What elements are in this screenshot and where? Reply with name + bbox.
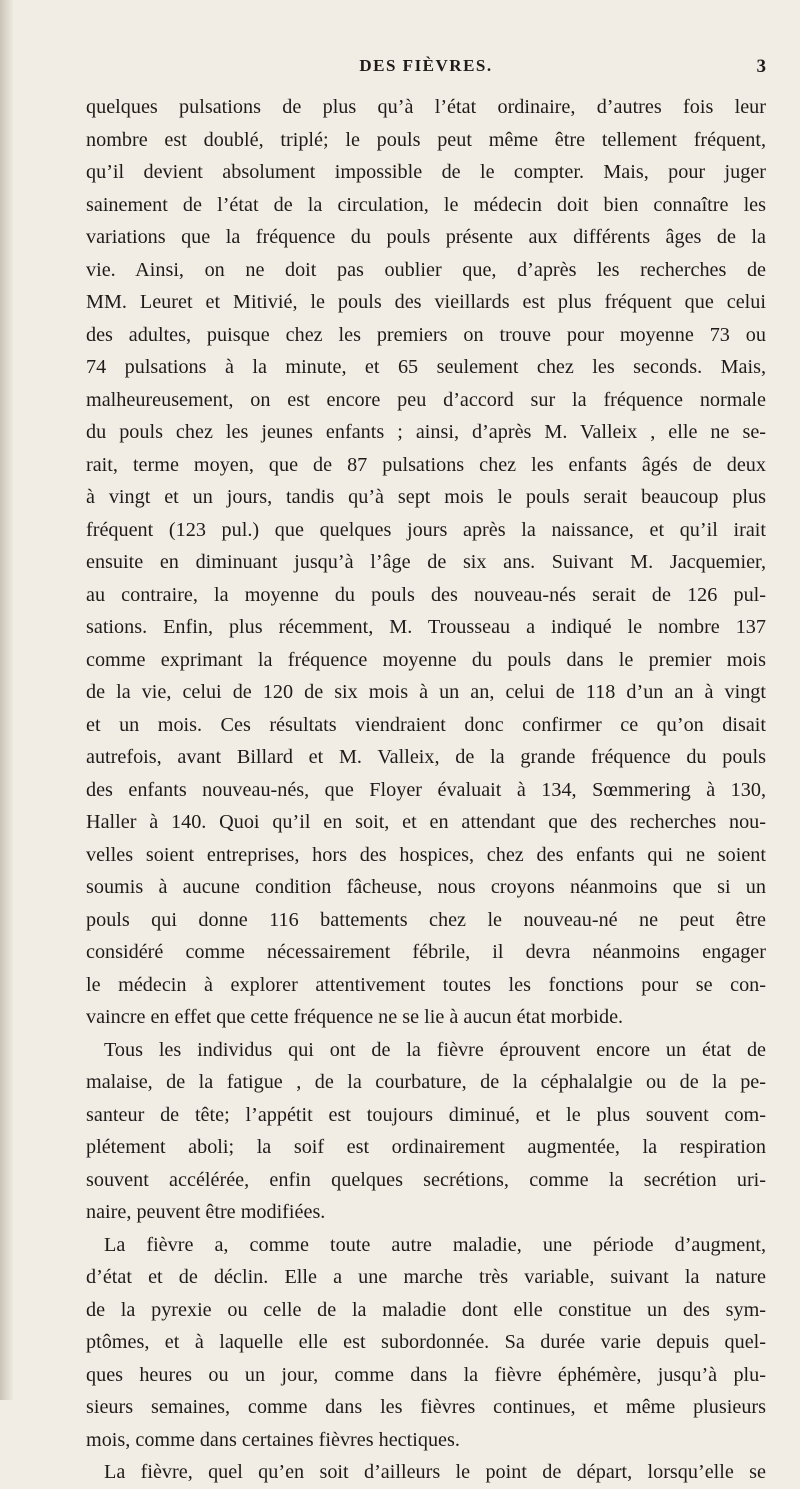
text-line: de la pyrexie ou celle de la maladie dont elle constitue un des sym- <box>86 1298 766 1321</box>
text-line: Haller à 140. Quoi qu’il en soit, et en attendant que des recherches nou- <box>86 811 766 833</box>
text-line: malaise, de la fatigue , de la courbature, de la céphalalgie ou de la pe- <box>86 1071 766 1093</box>
text-line: sainement de l’état de la circulation, le médecin doit bien connaître les <box>86 193 766 216</box>
text-line: naire, peuvent être modifiées. <box>86 1201 326 1223</box>
text-line: d’état et de déclin. Elle a une marche très variable, suivant la nature <box>86 1266 766 1288</box>
running-title: DES FIÈVRES. <box>359 56 493 75</box>
text-line: souvent accélérée, enfin quelques secrétions, comme la secrétion uri- <box>86 1168 766 1191</box>
text-line: autrefois, avant Billard et M. Valleix, de la grande fréquence du pouls <box>86 746 766 768</box>
text-line: le médecin à explorer attentivement toutes les fonctions pour se con- <box>86 973 766 996</box>
text-line: santeur de tête; l’appétit est toujours diminué, et le plus souvent com- <box>86 1103 766 1126</box>
running-head <box>86 56 766 82</box>
text-line: des enfants nouveau-nés, que Floyer évaluait à 134, Sœmmering à 130, <box>86 778 766 801</box>
text-line: de la vie, celui de 120 de six mois à un an, celui de 118 d’un an à vingt <box>86 681 766 703</box>
text-line: vaincre en effet que cette fréquence ne se lie à aucun état morbide. <box>86 1006 624 1028</box>
text-line: ques heures ou un jour, comme dans la fièvre éphémère, jusqu’à plu- <box>86 1363 766 1386</box>
text-line: malheureusement, on est encore peu d’accord sur la fréquence normale <box>86 388 766 411</box>
text-line: ptômes, et à laquelle elle est subordonnée. Sa durée varie depuis quel- <box>86 1331 766 1353</box>
text-line: ensuite en diminuant jusqu’à l’âge de six ans. Suivant M. Jacquemier, <box>86 551 766 573</box>
text-line: vie. Ainsi, on ne doit pas oublier que, d’après les recherches de <box>86 258 766 281</box>
paragraph-start-line: Tous les individus qui ont de la fièvre éprouvent encore un état de <box>104 1038 766 1061</box>
paragraph-start-line: La fièvre a, comme toute autre maladie, une période d’augment, <box>104 1233 766 1256</box>
text-line: mois, comme dans certaines fièvres hectiques. <box>86 1428 460 1451</box>
text-line: sations. Enfin, plus récemment, M. Trousseau a indiqué le nombre 137 <box>86 616 766 638</box>
text-line: plétement aboli; la soif est ordinairement augmentée, la respiration <box>86 1136 766 1158</box>
text-line: des adultes, puisque chez les premiers on trouve pour moyenne 73 ou <box>86 323 766 346</box>
text-line: qu’il devient absolument impossible de le compter. Mais, pour juger <box>86 161 766 183</box>
text-line: MM. Leuret et Mitivié, le pouls des vieillards est plus fréquent que celui <box>86 291 766 313</box>
text-line: quelques pulsations de plus qu’à l’état ordinaire, d’autres fois leur <box>86 96 766 118</box>
text-line: comme exprimant la fréquence moyenne du pouls dans le premier mois <box>86 648 766 671</box>
text-line: et un mois. Ces résultats viendraient donc confirmer ce qu’on disait <box>86 713 766 736</box>
text-line: du pouls chez les jeunes enfants ; ainsi, d’après M. Valleix , elle ne se- <box>86 421 766 443</box>
text-line: sieurs semaines, comme dans les fièvres continues, et même plusieurs <box>86 1396 766 1418</box>
paragraph-start-line: La fièvre, quel qu’en soit d’ailleurs le point de départ, lorsqu’elle se <box>104 1461 766 1483</box>
text-line: pouls qui donne 116 battements chez le nouveau-né ne peut être <box>86 908 766 931</box>
text-line: fréquent (123 pul.) que quelques jours après la naissance, et qu’il irait <box>86 518 766 541</box>
text-line: considéré comme nécessairement fébrile, il devra néanmoins engager <box>86 941 766 963</box>
text-line: à vingt et un jours, tandis qu’à sept mois le pouls serait beaucoup plus <box>86 486 766 508</box>
text-line: au contraire, la moyenne du pouls des nouveau-nés serait de 126 pul- <box>86 583 766 606</box>
body-text <box>86 91 766 1489</box>
page-edge-shadow <box>0 0 14 1400</box>
text-line: soumis à aucune condition fâcheuse, nous croyons néanmoins que si un <box>86 876 766 898</box>
text-line: rait, terme moyen, que de 87 pulsations chez les enfants âgés de deux <box>86 453 766 476</box>
text-line: 74 pulsations à la minute, et 65 seulement chez les seconds. Mais, <box>86 356 766 378</box>
text-line: velles soient entreprises, hors des hospices, chez des enfants qui ne soient <box>86 843 766 866</box>
page-number: 3 <box>756 56 766 77</box>
text-line: nombre est doublé, triplé; le pouls peut même être tellement fréquent, <box>86 128 766 151</box>
text-line: variations que la fréquence du pouls présente aux différents âges de la <box>86 226 766 248</box>
